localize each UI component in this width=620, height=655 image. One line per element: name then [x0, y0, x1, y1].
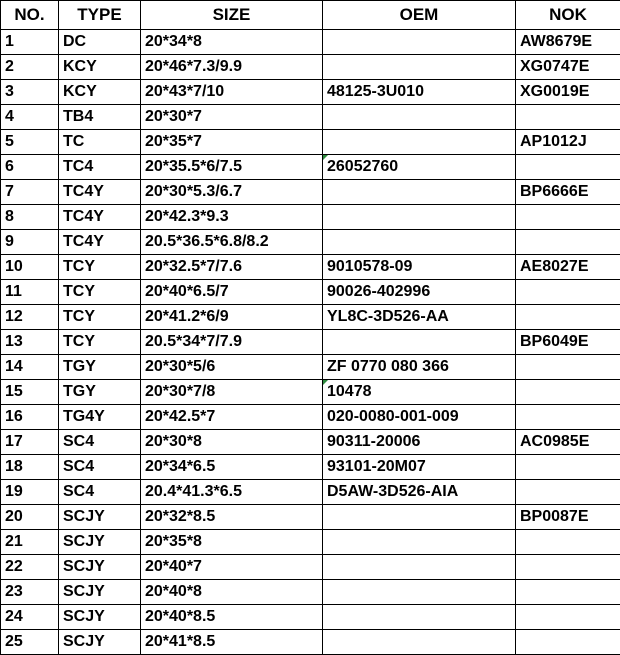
cell-no[interactable]: 24	[1, 605, 59, 630]
cell-size[interactable]: 20.5*34*7/7.9	[141, 330, 323, 355]
cell-nok[interactable]: XG0747E	[516, 55, 620, 80]
cell-type[interactable]: TGY	[59, 380, 141, 405]
cell-oem[interactable]: 90026-402996	[323, 280, 516, 305]
cell-no[interactable]: 17	[1, 430, 59, 455]
table-row	[1, 555, 620, 580]
cell-oem[interactable]	[323, 580, 516, 605]
cell-oem[interactable]	[323, 30, 516, 55]
table-row	[1, 430, 620, 455]
cell-size[interactable]: 20*35*8	[141, 530, 323, 555]
cell-type[interactable]: TC	[59, 130, 141, 155]
cell-type[interactable]: SCJY	[59, 605, 141, 630]
cell-size[interactable]: 20*30*8	[141, 430, 323, 455]
cell-size[interactable]: 20*40*8.5	[141, 605, 323, 630]
cell-no[interactable]: 16	[1, 405, 59, 430]
table-row	[1, 380, 620, 405]
cell-nok[interactable]	[516, 455, 620, 480]
cell-no[interactable]: 10	[1, 255, 59, 280]
cell-no[interactable]: 22	[1, 555, 59, 580]
cell-size[interactable]: 20*40*8	[141, 580, 323, 605]
cell-no[interactable]: 21	[1, 530, 59, 555]
cell-size[interactable]: 20*35*7	[141, 130, 323, 155]
cell-nok[interactable]: BP6666E	[516, 180, 620, 205]
header-nok[interactable]: NOK	[516, 1, 620, 30]
cell-size[interactable]: 20.5*36.5*6.8/8.2	[141, 230, 323, 255]
table-row	[1, 580, 620, 605]
cell-no[interactable]: 15	[1, 380, 59, 405]
cell-no[interactable]: 4	[1, 105, 59, 130]
cell-type[interactable]: KCY	[59, 80, 141, 105]
cell-nok[interactable]	[516, 580, 620, 605]
cell-nok[interactable]	[516, 230, 620, 255]
header-no[interactable]: NO.	[1, 1, 59, 30]
cell-nok[interactable]	[516, 105, 620, 130]
cell-oem[interactable]	[323, 230, 516, 255]
cell-type[interactable]: TCY	[59, 280, 141, 305]
cell-no[interactable]: 6	[1, 155, 59, 180]
cell-type[interactable]: TCY	[59, 330, 141, 355]
table-row	[1, 330, 620, 355]
cell-no[interactable]: 5	[1, 130, 59, 155]
header-oem[interactable]: OEM	[323, 1, 516, 30]
cell-size[interactable]: 20*35.5*6/7.5	[141, 155, 323, 180]
table-row	[1, 305, 620, 330]
cell-oem[interactable]: 48125-3U010	[323, 80, 516, 105]
table-row	[1, 55, 620, 80]
cell-no[interactable]: 7	[1, 180, 59, 205]
cell-size[interactable]: 20*41*8.5	[141, 630, 323, 655]
cell-oem[interactable]: 26052760	[323, 155, 516, 180]
cell-nok[interactable]	[516, 630, 620, 655]
cell-nok[interactable]: AW8679E	[516, 30, 620, 55]
cell-nok[interactable]	[516, 205, 620, 230]
cell-oem[interactable]	[323, 55, 516, 80]
cell-size[interactable]: 20*43*7/10	[141, 80, 323, 105]
cell-size[interactable]: 20*30*5.3/6.7	[141, 180, 323, 205]
cell-nok[interactable]: XG0019E	[516, 80, 620, 105]
cell-comment-marker	[323, 380, 328, 385]
table-row	[1, 230, 620, 255]
cell-oem[interactable]: 10478	[323, 380, 516, 405]
cell-size[interactable]: 20*46*7.3/9.9	[141, 55, 323, 80]
cell-no[interactable]: 18	[1, 455, 59, 480]
table-row	[1, 405, 620, 430]
cell-oem[interactable]	[323, 180, 516, 205]
cell-no[interactable]: 8	[1, 205, 59, 230]
table-row	[1, 30, 620, 55]
cell-nok[interactable]	[516, 405, 620, 430]
cell-no[interactable]: 23	[1, 580, 59, 605]
table-row	[1, 80, 620, 105]
cell-nok[interactable]	[516, 155, 620, 180]
cell-no[interactable]: 1	[1, 30, 59, 55]
cell-no[interactable]: 9	[1, 230, 59, 255]
cell-type[interactable]: SC4	[59, 455, 141, 480]
cell-size[interactable]: 20*34*6.5	[141, 455, 323, 480]
table-row	[1, 530, 620, 555]
cell-nok[interactable]: AP1012J	[516, 130, 620, 155]
cell-no[interactable]: 3	[1, 80, 59, 105]
table-row	[1, 205, 620, 230]
cell-no[interactable]: 14	[1, 355, 59, 380]
cell-nok[interactable]	[516, 605, 620, 630]
cell-type[interactable]: TC4Y	[59, 230, 141, 255]
cell-oem[interactable]: 93101-20M07	[323, 455, 516, 480]
cell-oem[interactable]	[323, 530, 516, 555]
cell-size[interactable]: 20*34*8	[141, 30, 323, 55]
cell-type[interactable]: KCY	[59, 55, 141, 80]
table-row	[1, 605, 620, 630]
cell-no[interactable]: 11	[1, 280, 59, 305]
cell-oem[interactable]	[323, 330, 516, 355]
cell-nok[interactable]	[516, 530, 620, 555]
cell-comment-marker	[323, 155, 328, 160]
cell-size[interactable]: 20*30*5/6	[141, 355, 323, 380]
cell-type[interactable]: TGY	[59, 355, 141, 380]
cell-type[interactable]: SCJY	[59, 580, 141, 605]
cell-oem[interactable]: ZF 0770 080 366	[323, 355, 516, 380]
cell-type[interactable]: TB4	[59, 105, 141, 130]
cell-type[interactable]: TC4Y	[59, 205, 141, 230]
cell-type[interactable]: TG4Y	[59, 405, 141, 430]
cell-size[interactable]: 20*32.5*7/7.6	[141, 255, 323, 280]
cell-nok[interactable]	[516, 555, 620, 580]
table-row	[1, 630, 620, 655]
cell-oem[interactable]	[323, 555, 516, 580]
cell-oem[interactable]	[323, 605, 516, 630]
table-body	[1, 30, 620, 655]
cell-size[interactable]: 20*32*8.5	[141, 505, 323, 530]
cell-type[interactable]: SC4	[59, 480, 141, 505]
cell-type[interactable]: SC4	[59, 430, 141, 455]
cell-size[interactable]: 20*30*7	[141, 105, 323, 130]
cell-type[interactable]: TC4Y	[59, 180, 141, 205]
cell-nok[interactable]: AE8027E	[516, 255, 620, 280]
cell-oem[interactable]: D5AW-3D526-AIA	[323, 480, 516, 505]
cell-no[interactable]: 19	[1, 480, 59, 505]
cell-nok[interactable]: BP0087E	[516, 505, 620, 530]
header-size[interactable]: SIZE	[141, 1, 323, 30]
header-row	[1, 1, 620, 30]
cell-type[interactable]: TCY	[59, 305, 141, 330]
table-row	[1, 155, 620, 180]
cell-type[interactable]: SCJY	[59, 555, 141, 580]
cell-size[interactable]: 20*40*7	[141, 555, 323, 580]
table-row	[1, 280, 620, 305]
cell-type[interactable]: TCY	[59, 255, 141, 280]
cell-nok[interactable]	[516, 305, 620, 330]
table-row	[1, 255, 620, 280]
cell-type[interactable]: SCJY	[59, 505, 141, 530]
table-row	[1, 105, 620, 130]
cell-no[interactable]: 2	[1, 55, 59, 80]
cell-type[interactable]: DC	[59, 30, 141, 55]
table-row	[1, 505, 620, 530]
cell-type[interactable]: SCJY	[59, 630, 141, 655]
header-type[interactable]: TYPE	[59, 1, 141, 30]
cell-oem[interactable]	[323, 505, 516, 530]
table-row	[1, 130, 620, 155]
cell-oem[interactable]: 90311-20006	[323, 430, 516, 455]
cell-no[interactable]: 13	[1, 330, 59, 355]
cell-no[interactable]: 25	[1, 630, 59, 655]
table-row	[1, 355, 620, 380]
cell-nok[interactable]: BP6049E	[516, 330, 620, 355]
cell-nok[interactable]	[516, 380, 620, 405]
table-row	[1, 180, 620, 205]
cell-oem[interactable]: 020-0080-001-009	[323, 405, 516, 430]
cell-oem[interactable]	[323, 205, 516, 230]
table-row	[1, 455, 620, 480]
cell-size[interactable]: 20.4*41.3*6.5	[141, 480, 323, 505]
cell-size[interactable]: 20*42.3*9.3	[141, 205, 323, 230]
cell-no[interactable]: 20	[1, 505, 59, 530]
cell-type[interactable]: SCJY	[59, 530, 141, 555]
cell-no[interactable]: 12	[1, 305, 59, 330]
cell-oem[interactable]	[323, 130, 516, 155]
cell-oem[interactable]	[323, 105, 516, 130]
cell-oem[interactable]	[323, 630, 516, 655]
cell-size[interactable]: 20*42.5*7	[141, 405, 323, 430]
cell-size[interactable]: 20*30*7/8	[141, 380, 323, 405]
cell-size[interactable]: 20*40*6.5/7	[141, 280, 323, 305]
cell-nok[interactable]: AC0985E	[516, 430, 620, 455]
cell-type[interactable]: TC4	[59, 155, 141, 180]
cell-size[interactable]: 20*41.2*6/9	[141, 305, 323, 330]
table-row	[1, 480, 620, 505]
cell-oem[interactable]: YL8C-3D526-AA	[323, 305, 516, 330]
cell-nok[interactable]	[516, 480, 620, 505]
cell-nok[interactable]	[516, 280, 620, 305]
cell-oem[interactable]: 9010578-09	[323, 255, 516, 280]
cell-nok[interactable]	[516, 355, 620, 380]
